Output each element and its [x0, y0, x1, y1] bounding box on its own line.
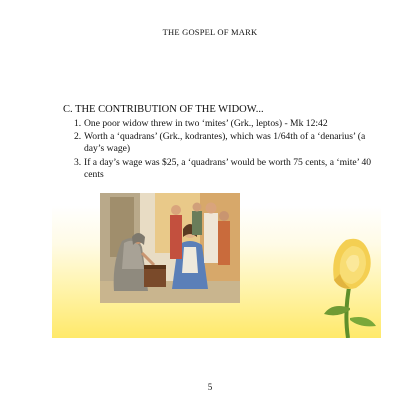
- yellow-rose-image: [310, 222, 381, 338]
- item-number: 3.: [74, 156, 82, 168]
- item-text: One poor widow threw in two ‘mites’ (Grk., leptos) - Mk 12:42: [84, 118, 328, 129]
- list-item: [74, 118, 374, 130]
- list-item: [74, 157, 374, 181]
- page-title: THE GOSPEL OF MARK: [162, 27, 258, 37]
- list-item: [74, 131, 374, 155]
- slide-heading: C. THE CONTRIBUTION OF THE WIDOW...: [63, 104, 264, 115]
- item-number: 1.: [74, 118, 82, 129]
- item-text: Worth a ‘quadrans’ (Grk., kodrantes), which was 1/64th of a ‘denarius’ (a day’s wage): [84, 131, 366, 155]
- slide: [52, 62, 381, 338]
- widow-offering-illustration: [100, 193, 240, 303]
- item-number: 2.: [74, 131, 82, 143]
- page-number: 5: [207, 382, 213, 392]
- item-text: If a day’s wage was $25, a ‘quadrans’ would be worth 75 cents, a ‘mite’ 40 cents: [84, 156, 372, 180]
- points-list: [74, 118, 374, 182]
